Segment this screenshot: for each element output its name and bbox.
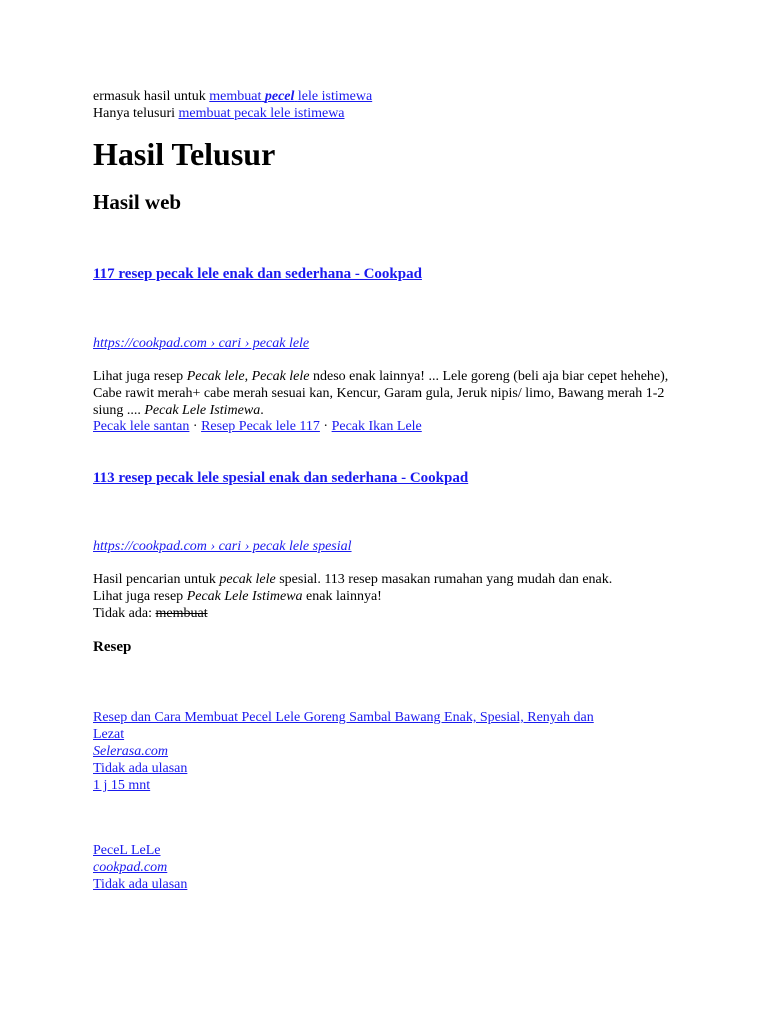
sitelink-separator: · (192, 419, 198, 434)
result-1-sitelinks (93, 418, 422, 435)
snippet-text: Lihat juga resep (93, 369, 187, 384)
result-1-title (93, 266, 422, 283)
recipe-1-reviews[interactable]: Tidak ada ulasan (93, 761, 188, 776)
section-title-web: Hasil web (93, 190, 182, 214)
snippet-text: pecak lele (219, 572, 276, 587)
corrected-query-link[interactable]: membuat pecel lele istimewa (209, 89, 373, 104)
snippet-text: , (244, 369, 252, 384)
result-1-url[interactable]: https://cookpad.com › cari › pecak lele (93, 336, 310, 351)
page-title: Hasil Telusur (93, 136, 276, 172)
sitelink-pecak-lele-santan[interactable]: Pecak lele santan (93, 419, 190, 434)
result-2-url-row (93, 538, 352, 555)
sitelink-pecak-ikan-lele[interactable]: Pecak Ikan Lele (331, 419, 422, 434)
recipe-2-title[interactable]: PeceL LeLe (93, 843, 161, 858)
snippet-text: Pecak lele (251, 369, 310, 384)
showing-results-line (93, 88, 372, 105)
result-1-url-row (93, 335, 309, 352)
snippet-text: Pecak Lele Istimewa (186, 589, 303, 604)
recipe-1-source[interactable]: Selerasa.com (93, 744, 169, 759)
result-2-missing-terms (93, 605, 208, 622)
recipe-item-2[interactable] (93, 842, 187, 893)
snippet-text: Lihat juga resep (93, 589, 187, 604)
recipe-1-title-line-1[interactable]: Resep dan Cara Membuat Pecel Lele Goreng Sambal Bawang Enak, Spesial, Renyah dan (93, 710, 594, 725)
snippet-text: Pecak Lele Istimewa (144, 403, 261, 418)
snippet-text: . (260, 403, 264, 418)
result-2-title (93, 470, 468, 487)
sitelink-resep-pecak-lele-117[interactable]: Resep Pecak lele 117 (201, 419, 320, 434)
result-1-title-link[interactable]: 117 resep pecak lele enak dan sederhana - Cookpad (93, 266, 422, 282)
snippet-text: Hasil pencarian untuk (93, 572, 220, 587)
sitelink-separator: · (323, 419, 329, 434)
recipe-1-time[interactable]: 1 j 15 mnt (93, 778, 151, 793)
recipe-2-source[interactable]: cookpad.com (93, 860, 168, 875)
result-1-snippet (93, 368, 693, 419)
recipe-2-reviews[interactable]: Tidak ada ulasan (93, 877, 188, 892)
recipes-heading: Resep (93, 639, 132, 655)
result-2-snippet-line-2 (93, 588, 382, 605)
only-search-prefix: Hanya telusuri (93, 106, 176, 121)
snippet-text: ndeso enak lainnya! ... Lele goreng (beli aja biar cepet hehehe), Cabe rawit merah+ cabe merah sesuai kan, Kencur, Garam gula, Jeruk nipis/ limo, Bawang merah 1-2 siung .... (93, 369, 669, 418)
missing-word: membuat (155, 606, 208, 621)
recipe-item-1[interactable] (93, 709, 594, 794)
showing-prefix: ermasuk hasil untuk (93, 89, 206, 104)
result-2-title-link[interactable]: 113 resep pecak lele spesial enak dan sederhana - Cookpad (93, 470, 469, 486)
result-2-snippet-line-1 (93, 571, 612, 588)
recipe-1-title-line-2[interactable]: Lezat (93, 727, 125, 742)
snippet-text: Pecak lele (186, 369, 245, 384)
snippet-text: spesial. 113 resep masakan rumahan yang mudah dan enak. (275, 572, 613, 587)
snippet-text: enak lainnya! (302, 589, 382, 604)
original-query-link[interactable]: membuat pecak lele istimewa (178, 106, 345, 121)
missing-label: Tidak ada: (93, 606, 152, 621)
result-2-url[interactable]: https://cookpad.com › cari › pecak lele spesial (93, 539, 352, 554)
only-search-line (93, 105, 345, 122)
